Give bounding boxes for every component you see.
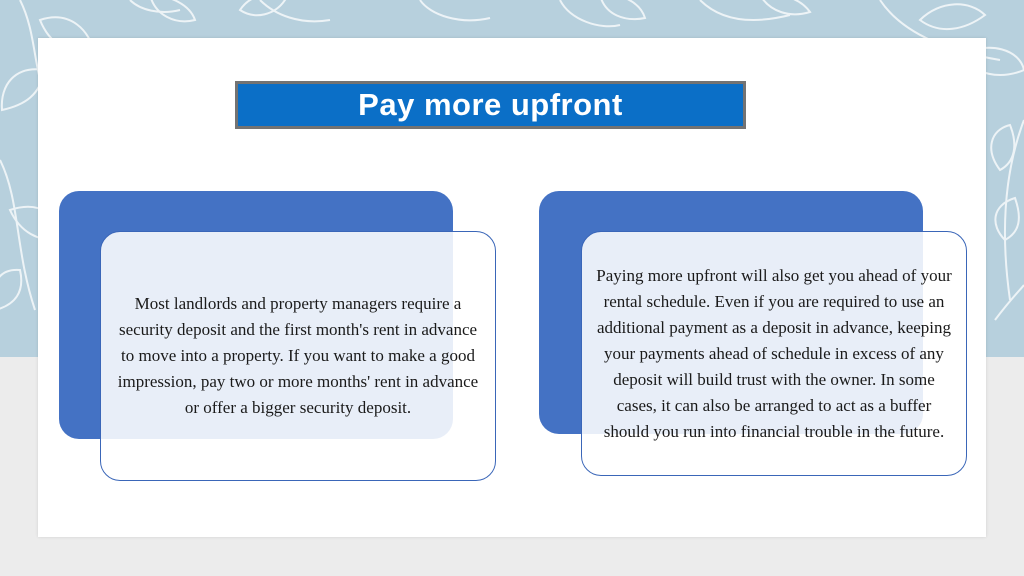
slide-canvas bbox=[38, 38, 986, 537]
left-card-text: Most landlords and property managers require a security deposit and the first month's rent in advance to move into a property. If you want to make a good impression, pay two or more months' rent in advance or offer a bigger security deposit. bbox=[117, 294, 479, 417]
title-banner bbox=[235, 81, 746, 129]
left-text-card bbox=[100, 231, 496, 481]
slide-title: Pay more upfront bbox=[358, 87, 623, 122]
right-card-text: Paying more upfront will also get you ahead of your rental schedule. Even if you are required to use an additional payment as a deposit in advance, keeping your payments ahead of schedule in excess of any deposit will build trust with the owner. In some cases, it can also be arranged to act as a buffer should you run into financial trouble in the future. bbox=[596, 265, 952, 441]
right-text-card bbox=[581, 231, 967, 476]
